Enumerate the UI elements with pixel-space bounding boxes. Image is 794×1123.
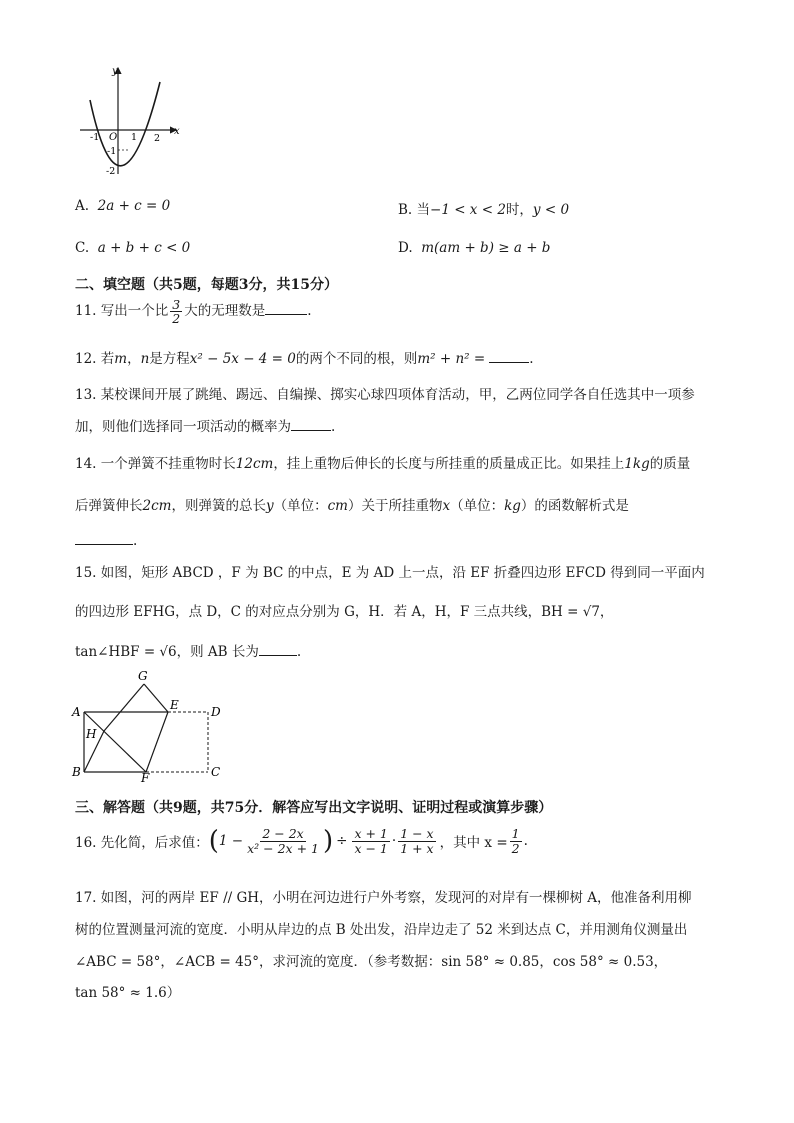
label-x-neg1: -1	[90, 132, 100, 143]
question-14-line-2: 后弹簧伸长2cm，则弹簧的总长y（单位：cm）关于所挂重物x（单位：kg）的函数解析式是	[75, 498, 629, 514]
segment-af	[84, 712, 146, 772]
q10-option-d: D. m(am + b) ≥ a + b	[398, 240, 551, 256]
label-x-1: 1	[131, 132, 138, 143]
question-17-line-4: tan 58° ≈ 1.6）	[75, 985, 181, 1001]
question-14-line-1: 14. 一个弹簧不挂重物时长12cm，挂上重物后伸长的长度与所挂重的质量成正比。如果挂上1kg的质量	[75, 456, 691, 472]
q10-option-c: C. a + b + c < 0	[75, 240, 191, 256]
section-2-title: 二、填空题（共5题，每题3分，共15分）	[75, 277, 338, 293]
parabola-graph	[76, 62, 186, 182]
point-label-g: G	[138, 669, 148, 683]
question-12: 12. 若m，n是方程x² − 5x − 4 = 0的两个不同的根，则m² + n² = .	[75, 347, 534, 367]
segment-ge	[144, 684, 168, 712]
q10-option-a: A. 2a + c = 0	[75, 198, 171, 214]
point-label-f: F	[141, 771, 150, 782]
point-label-e: E	[170, 698, 179, 712]
question-15-line-1: 15. 如图，矩形 ABCD ，F 为 BC 的中点，E 为 AD 上一点，沿 EF 折叠四边形 EFCD 得到同一平面内	[75, 565, 705, 581]
segment-ef	[146, 712, 168, 772]
answer-blank[interactable]	[265, 300, 307, 315]
point-label-c: C	[211, 765, 221, 779]
segment-hg	[104, 684, 144, 731]
parabola-curve	[90, 82, 160, 166]
left-paren: (	[208, 826, 219, 856]
label-x-2: 2	[154, 133, 161, 144]
answer-blank[interactable]	[75, 530, 133, 545]
question-13-line-2: 加，则他们选择同一项活动的概率为 .	[75, 415, 335, 435]
question-15-line-2: 的四边形 EFHG，点 D，C 的对应点分别为 G，H．若 A，H，F 三点共线，BH = √7，	[75, 604, 614, 620]
label-y-neg1: -1	[107, 146, 117, 157]
point-label-b: B	[72, 765, 81, 779]
right-paren: )	[322, 826, 334, 856]
answer-blank[interactable]	[259, 641, 297, 656]
question-16: 16. 先化简，后求值： ( 1 − $\frac{2 - 2x}{\text{x² − 2x + 1}}$ ) ÷ $\frac{x + 1}{x - 1}$ · $\frac{1 - x}{1 + x}$ ，其中 x = $\frac{1}{2}$ .	[75, 826, 528, 856]
q16-fraction-1: $\frac{2 - 2x}{\text{x² − 2x + 1}}$	[247, 826, 319, 856]
point-label-h: H	[86, 727, 97, 741]
question-17-line-2: 树的位置测量河流的宽度．小明从岸边的点 B 处出发，沿岸边走了 52 米到达点 C，并用测角仪测量出	[75, 922, 688, 938]
point-label-d: D	[211, 705, 221, 719]
figure-15	[68, 668, 228, 782]
q16-fraction-3: $\frac{1 - x}{1 + x}$	[400, 826, 434, 856]
question-17-line-3: ∠ABC = 58°，∠ACB = 45°，求河流的宽度．（参考数据：sin 58° ≈ 0.85，cos 58° ≈ 0.53，	[75, 954, 668, 970]
answer-blank[interactable]	[291, 416, 331, 431]
question-11: 11. 写出一个比 $\frac{3}{2}$ 大的无理数是 .	[75, 297, 312, 327]
label-y-neg2: -2	[106, 166, 116, 177]
question-15-line-3: tan∠HBF = √6，则 AB 长为 .	[75, 640, 301, 660]
question-17-line-1: 17. 如图，河的两岸 EF // GH，小明在河边进行户外考察，发现河的对岸有一棵柳树 A，他准备利用柳	[75, 890, 692, 906]
q10-option-b: B. 当−1 < x < 2时，y < 0	[398, 202, 570, 218]
section-3-title: 三、解答题（共9题，共75分．解答应写出文字说明、证明过程或演算步骤）	[75, 800, 553, 816]
point-label-a: A	[72, 705, 81, 719]
question-13-line-1: 13. 某校课间开展了跳绳、踢远、自编操、掷实心球四项体育活动，甲，乙两位同学各自任选其中一项参	[75, 387, 695, 403]
question-14-line-3: .	[75, 530, 137, 549]
q16-fraction-2: $\frac{x + 1}{x - 1}$	[354, 826, 388, 856]
label-x: x	[174, 126, 180, 137]
q16-fraction-4: $\frac{1}{2}$	[511, 826, 520, 856]
label-origin: O	[109, 132, 118, 143]
q11-fraction: $\frac{3}{2}$	[172, 297, 181, 327]
answer-blank[interactable]	[489, 348, 529, 363]
label-y: y	[112, 66, 118, 77]
